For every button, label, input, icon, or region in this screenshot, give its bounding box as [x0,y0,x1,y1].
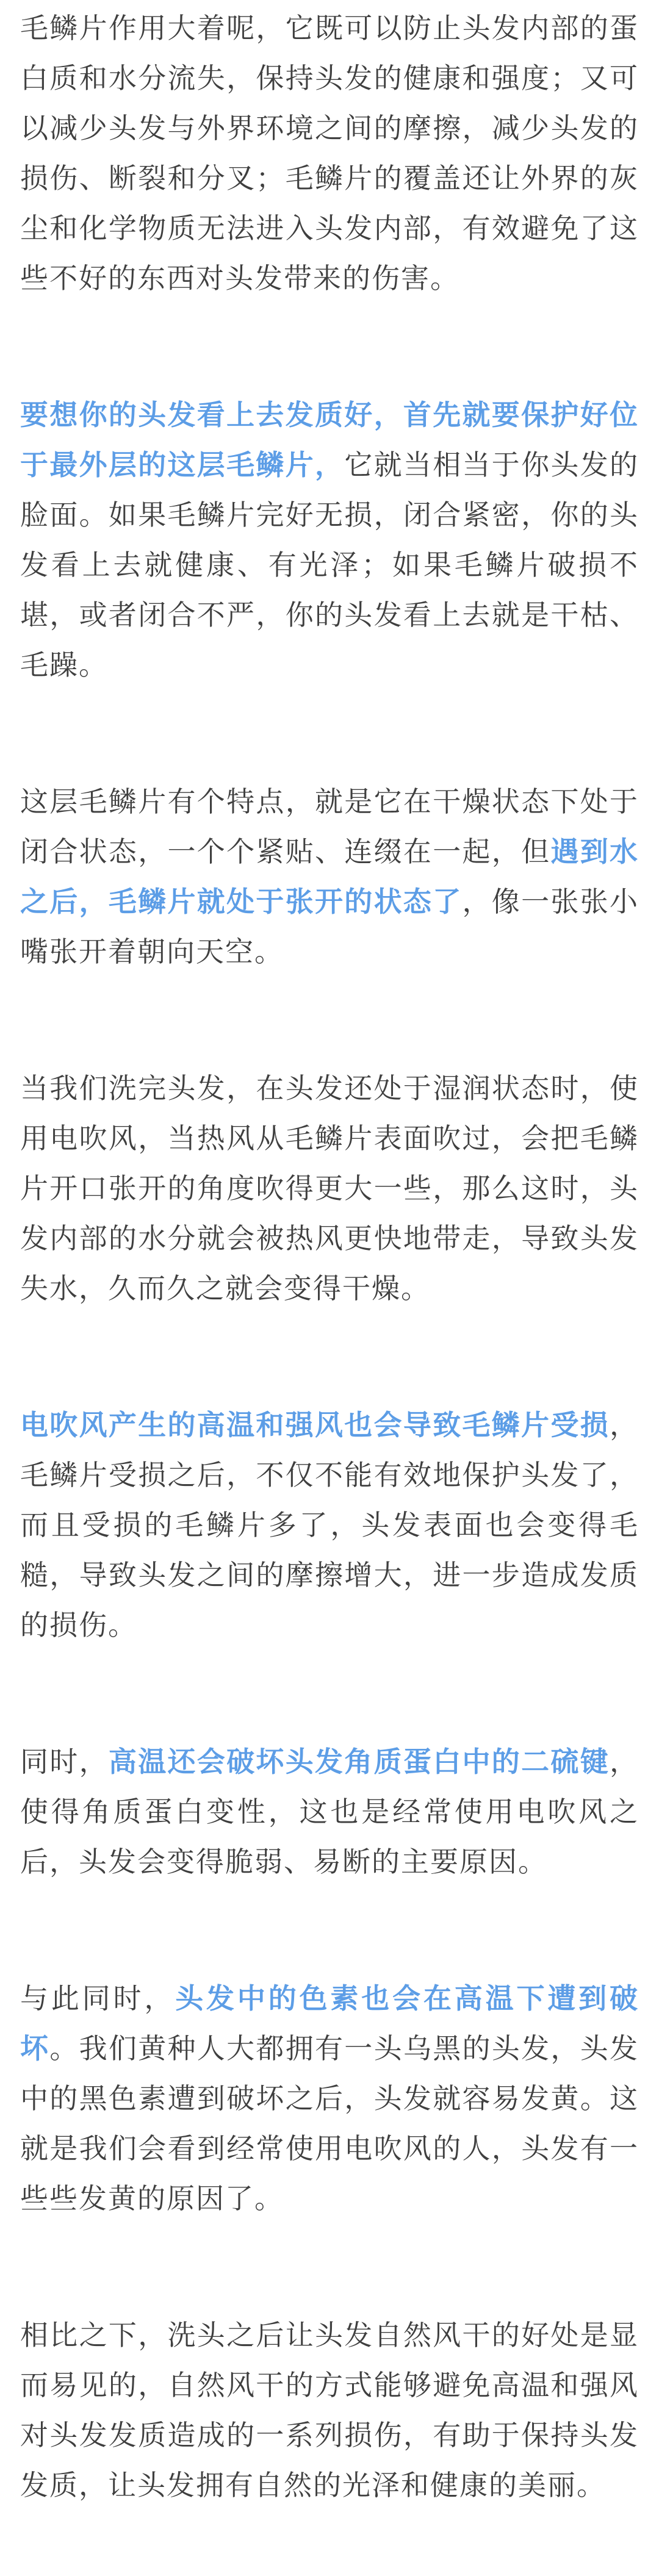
body-text-segment: ，毛鳞片受损之后，不仅不能有效地保护头发了，而且受损的毛鳞片多了，头发表面也会变得毛糙，导致头发之间的摩擦增大，进一步造成发质的损伤。 [20,1409,639,1641]
highlight-text-segment: 遇到水之后，毛鳞片就处于张开的状态了 [20,836,639,917]
paragraph [20,2310,639,2510]
body-text-segment: 相比之下，洗头之后让头发自然风干的好处是显而易见的，自然风干的方式能够避免高温和强风对头发发质造成的一系列损伤，有助于保持头发发质，让头发拥有自然的光泽和健康的美丽。 [20,2319,639,2501]
highlight-text-segment: 头发中的色素也会在高温下遭到破坏 [20,1982,639,2064]
body-text-segment: 毛鳞片作用大着呢，它既可以防止头发内部的蛋白质和水分流失，保持头发的健康和强度；又可以减少头发与外界环境之间的摩擦，减少头发的损伤、断裂和分叉；毛鳞片的覆盖还让外界的灰尘和化学物质无法进入头发内部，有效避免了这些不好的东西对头发带来的伤害。 [20,12,639,294]
body-text-segment: 。我们黄种人大都拥有一头乌黑的头发，头发中的黑色素遭到破坏之后，头发就容易发黄。这就是我们会看到经常使用电吹风的人，头发有一些些发黄的原因了。 [20,2032,639,2214]
paragraph [20,1063,639,1313]
highlight-text-segment: 高温还会破坏头发角质蛋白中的二硫键 [108,1746,610,1778]
paragraph [20,1400,639,1650]
paragraph [20,777,639,977]
body-text-segment: 当我们洗完头发，在头发还处于湿润状态时，使用电吹风，当热风从毛鳞片表面吹过，会把毛鳞片开口张开的角度吹得更大一些，那么这时，头发内部的水分就会被热风更快地带走，导致头发失水，久而久之就会变得干燥。 [20,1072,639,1304]
paragraph [20,1737,639,1887]
body-text-segment: ，使得角质蛋白变性，这也是经常使用电吹风之后，头发会变得脆弱、易断的主要原因。 [20,1746,639,1878]
body-text-segment: 同时， [20,1746,109,1778]
paragraph [20,390,639,690]
highlight-text-segment: 电吹风产生的高温和强风也会导致毛鳞片受损 [20,1409,610,1441]
body-text-segment: 与此同时， [20,1982,176,2014]
paragraph [20,1973,639,2223]
body-text-segment: 它就当相当于你头发的脸面。如果毛鳞片完好无损，闭合紧密，你的头发看上去就健康、有光泽；如果毛鳞片破损不堪，或者闭合不严，你的头发看上去就是干枯、毛躁。 [20,449,639,681]
body-text-segment: ，像一张张小嘴张开着朝向天空。 [20,886,639,967]
body-text-segment: 这层毛鳞片有个特点，就是它在干燥状态下处于闭合状态，一个个紧贴、连缀在一起，但 [20,786,639,867]
paragraph [20,3,639,303]
highlight-text-segment: 要想你的头发看上去发质好，首先就要保护好位于最外层的这层毛鳞片， [20,399,639,481]
